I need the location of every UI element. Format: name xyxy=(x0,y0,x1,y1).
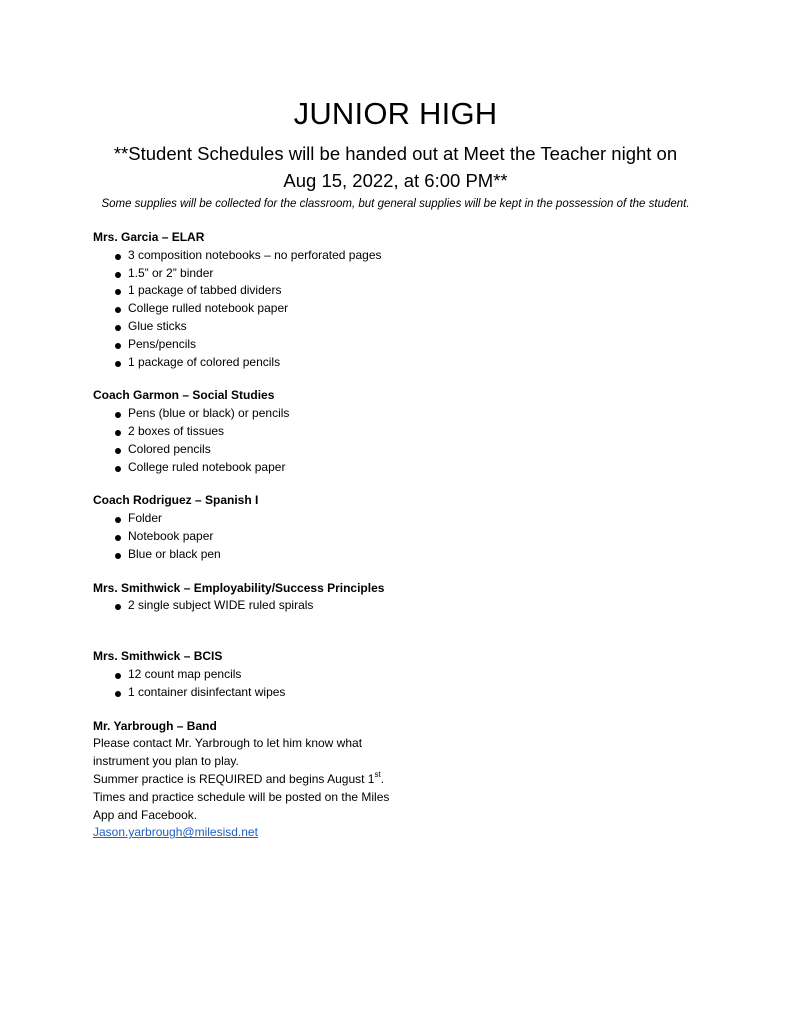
section-heading: Mrs. Smithwick – BCIS xyxy=(93,649,223,664)
supply-list xyxy=(93,247,713,372)
band-email-link[interactable]: Jason.yarbrough@milesisd.net xyxy=(93,825,258,840)
item-text: 1 container disinfectant wipes xyxy=(128,684,286,699)
list-item xyxy=(93,247,713,265)
bullet-icon xyxy=(115,604,121,610)
list-item xyxy=(93,459,713,477)
schedule-notice xyxy=(60,140,731,194)
list-item xyxy=(93,354,713,372)
list-item xyxy=(93,336,713,354)
list-item xyxy=(93,546,713,564)
bullet-icon xyxy=(115,272,121,278)
section-heading: Coach Rodriguez – Spanish I xyxy=(93,493,259,508)
list-item xyxy=(93,684,713,702)
section-smithwick-employability xyxy=(93,580,713,616)
item-text: Folder xyxy=(128,511,163,526)
item-text: College rulled notebook paper xyxy=(128,301,289,316)
bullet-icon xyxy=(115,254,121,260)
section-yarbrough-band xyxy=(93,718,713,843)
item-text: Blue or black pen xyxy=(128,546,221,561)
ordinal-suffix: st xyxy=(374,769,381,779)
bullet-icon xyxy=(115,289,121,295)
band-text-line: instrument you plan to play. xyxy=(93,754,239,769)
bullet-icon xyxy=(115,466,121,472)
practice-period: . xyxy=(380,771,385,786)
bullet-icon xyxy=(115,535,121,541)
notice-line-2: Aug 15, 2022, at 6:00 PM** xyxy=(283,170,508,191)
band-text-line: Times and practice schedule will be posted on the Miles xyxy=(93,789,390,804)
section-smithwick-bcis xyxy=(93,648,713,701)
section-heading: Coach Garmon – Social Studies xyxy=(93,388,275,403)
bullet-icon xyxy=(115,448,121,454)
notice-line-1: **Student Schedules will be handed out at Meet the Teacher night on xyxy=(113,143,678,164)
section-heading: Mr. Yarbrough – Band xyxy=(93,718,217,733)
supply-list xyxy=(93,597,713,615)
item-text: 1 package of tabbed dividers xyxy=(128,283,282,298)
bullet-icon xyxy=(115,412,121,418)
section-garmon-social-studies xyxy=(93,387,713,476)
item-text: Pens (blue or black) or pencils xyxy=(128,406,290,421)
list-item xyxy=(93,300,713,318)
section-heading: Mrs. Garcia – ELAR xyxy=(93,230,205,244)
item-text: Glue sticks xyxy=(128,318,187,333)
bullet-icon xyxy=(115,673,121,679)
list-item xyxy=(93,666,713,684)
band-text-line: Please contact Mr. Yarbrough to let him know what xyxy=(93,736,363,751)
bullet-icon xyxy=(115,691,121,697)
practice-text: Summer practice is REQUIRED and begins August 1 xyxy=(93,771,375,786)
item-text: 12 count map pencils xyxy=(128,666,242,681)
supply-list xyxy=(93,666,713,702)
bullet-icon xyxy=(115,325,121,331)
item-text: 2 boxes of tissues xyxy=(128,423,225,438)
supply-list xyxy=(93,405,713,476)
list-item xyxy=(93,423,713,441)
list-item xyxy=(93,510,713,528)
list-item xyxy=(93,318,713,336)
item-text: 2 single subject WIDE ruled spirals xyxy=(128,598,314,613)
list-item xyxy=(93,405,713,423)
list-item xyxy=(93,441,713,459)
band-practice-line xyxy=(93,771,713,789)
supply-lists xyxy=(93,229,713,858)
item-text: 1 package of colored pencils xyxy=(128,354,281,369)
supplies-note: Some supplies will be collected for the classroom, but general supplies will be kept in the possession of the student. xyxy=(101,198,690,210)
list-item xyxy=(93,528,713,546)
list-item xyxy=(93,282,713,300)
bullet-icon xyxy=(115,343,121,349)
item-text: Notebook paper xyxy=(128,528,214,543)
item-text: Pens/pencils xyxy=(128,336,197,351)
bullet-icon xyxy=(115,430,121,436)
bullet-icon xyxy=(115,517,121,523)
page-title: JUNIOR HIGH xyxy=(293,96,498,131)
item-text: Colored pencils xyxy=(128,441,211,456)
section-garcia-elar xyxy=(93,229,713,371)
item-text: College ruled notebook paper xyxy=(128,459,286,474)
bullet-icon xyxy=(115,361,121,367)
bullet-icon xyxy=(115,553,121,559)
list-item xyxy=(93,265,713,283)
list-item xyxy=(93,597,713,615)
section-heading: Mrs. Smithwick – Employability/Success Principles xyxy=(93,580,385,595)
supply-list xyxy=(93,510,713,563)
bullet-icon xyxy=(115,307,121,313)
item-text: 3 composition notebooks – no perforated pages xyxy=(128,247,382,262)
item-text: 1.5” or 2” binder xyxy=(128,265,214,280)
band-text-line: App and Facebook. xyxy=(93,807,198,822)
section-rodriguez-spanish xyxy=(93,492,713,563)
